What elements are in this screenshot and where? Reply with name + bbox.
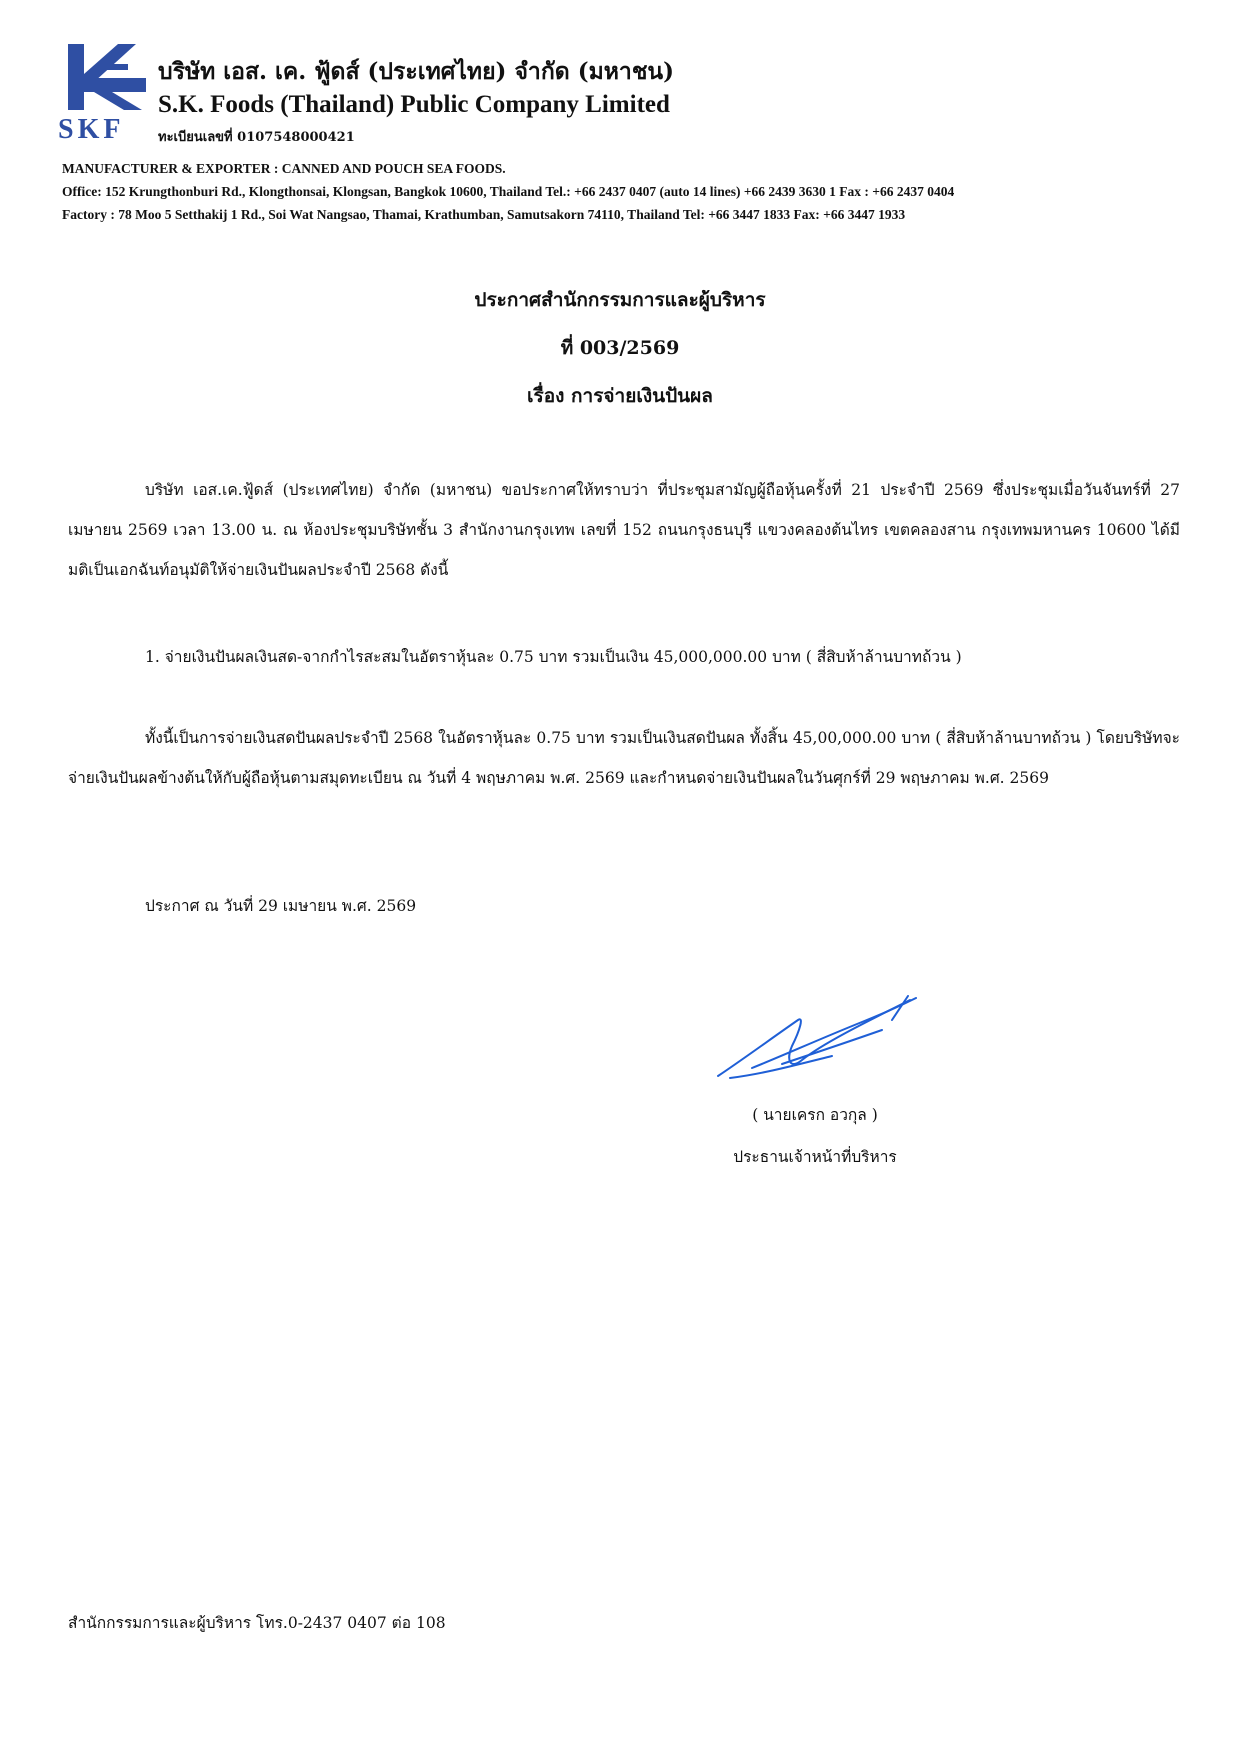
registration-number: ทะเบียนเลขที่ 0107548000421 bbox=[158, 130, 355, 145]
signer-name: ( นายเครก อวกุล ) bbox=[752, 1106, 878, 1124]
paragraph-payment-details-text: ทั้งนี้เป็นการจ่ายเงินสดปันผลประจำปี 2568 ในอัตราหุ้นละ 0.75 บาท รวมเป็นเงินสดปันผล ทั้งสิ้น 45,00,000.00 บาท ( สี่สิบห้าล้านบาทถ้วน ) โดยบริษัทจะจ่ายเงินปันผลข้างต้นให้กับผู้ถือหุ้นตามสมุดทะเบียน ณ วันที่ 4 พฤษภาคม พ.ศ. 2569 และกำหนดจ่ายเงินปันผลในวันศุกร์ที่ 29 พฤษภาคม พ.ศ. 2569 bbox=[68, 729, 1180, 787]
skf-logo bbox=[58, 44, 154, 148]
manufacturer-line: MANUFACTURER & EXPORTER : CANNED AND POUCH SEA FOODS. bbox=[62, 161, 506, 176]
announcement-number: ที่ 003/2569 bbox=[560, 337, 680, 359]
logo-text: SKF bbox=[58, 114, 125, 145]
paragraph-resolution-text: บริษัท เอส.เค.ฟู้ดส์ (ประเทศไทย) จำกัด (มหาชน) ขอประกาศให้ทราบว่า ที่ประชุมสามัญผู้ถือหุ้นครั้งที่ 21 ประจำปี 2569 ซึ่งประชุมเมื่อวันจันทร์ที่ 27 เมษายน 2569 เวลา 13.00 น. ณ ห้องประชุมบริษัทชั้น 3 สำนักงานกรุงเทพ เลขที่ 152 ถนนกรุงธนบุรี แขวงคลองต้นไทร เขตคลองสาน กรุงเทพมหานคร 10600 ได้มีมติเป็นเอกฉันท์อนุมัติให้จ่ายเงินปันผลประจำปี 2568 ดังนี้ bbox=[68, 481, 1180, 579]
company-name-thai: บริษัท เอส. เค. ฟู้ดส์ (ประเทศไทย) จำกัด (มหาชน) bbox=[158, 58, 675, 85]
announcement-subject: เรื่อง การจ่ายเงินปันผล bbox=[527, 385, 713, 407]
company-name-english: S.K. Foods (Thailand) Public Company Limited bbox=[158, 91, 670, 118]
dividend-item-1 bbox=[68, 637, 1180, 677]
signer-title: ประธานเจ้าหน้าที่บริหาร bbox=[733, 1148, 897, 1166]
factory-address: Factory : 78 Moo 5 Setthakij 1 Rd., Soi Wat Nangsao, Thamai, Krathumban, Samutsakorn 74110, Thailand Tel: +66 3447 1833 Fax: +66 3447 1933 bbox=[62, 207, 906, 222]
announcement-date: ประกาศ ณ วันที่ 29 เมษายน พ.ศ. 2569 bbox=[145, 897, 417, 915]
paragraph-resolution bbox=[68, 470, 1180, 590]
office-address: Office: 152 Krungthonburi Rd., Klongthonsai, Klongsan, Bangkok 10600, Thailand Tel.: +66 2437 0407 (auto 14 lines) +66 2439 3630 1 Fax : +66 2437 0404 bbox=[62, 184, 955, 199]
signature bbox=[712, 990, 922, 1090]
paragraph-payment-details bbox=[68, 718, 1180, 798]
signature-drawing bbox=[712, 990, 922, 1090]
footer-contact: สำนักกรรมการและผู้บริหาร โทร.0-2437 0407 ต่อ 108 bbox=[68, 1614, 446, 1632]
dividend-item-1-text: 1. จ่ายเงินปันผลเงินสด-จากกำไรสะสมในอัตราหุ้นละ 0.75 บาท รวมเป็นเงิน 45,000,000.00 บาท ( สี่สิบห้าล้านบาทถ้วน ) bbox=[145, 648, 962, 666]
skf-logo-mark bbox=[58, 44, 154, 148]
announcement-heading: ประกาศสำนักกรรมการและผู้บริหาร bbox=[474, 289, 766, 311]
